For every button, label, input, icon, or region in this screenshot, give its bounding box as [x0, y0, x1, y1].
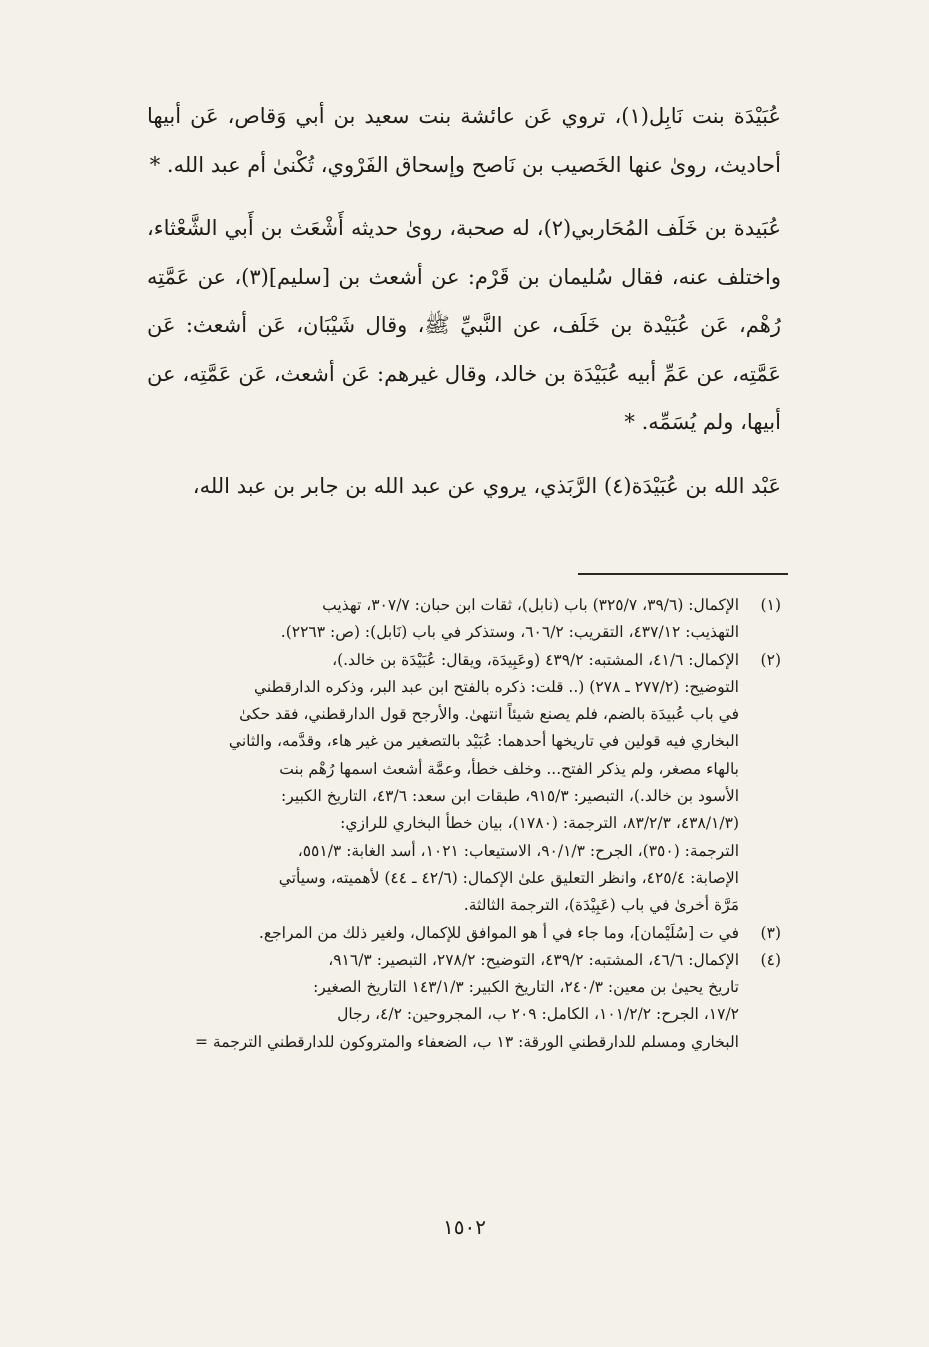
main-text [147, 92, 781, 525]
footnote-2 [91, 647, 781, 920]
footnote-text [91, 947, 739, 1056]
footnote-text [91, 592, 739, 647]
page-number: ١٥٠٢ [443, 1215, 486, 1239]
footnote-line: الترجمة: (٣٥٠)، الجرح: ٩٠/١/٣، الاستيعاب: ١٠٢١، أسد الغابة: ٥٥١/٣، [297, 841, 739, 860]
footnote-line: الإكمال: ٤١/٦، المشتبه: ٤٣٩/٢ (وعَبِيدَة، ويقال: عُبَيْدَة بن خالد.)، [332, 650, 739, 669]
footnote-line: بالهاء مصغر، ولم يذكر الفتح... وخلف خطأ، وعمَّة أشعث اسمها رُهْم بنت [279, 759, 739, 778]
footnote-divider [578, 573, 788, 575]
footnotes [91, 592, 781, 1056]
footnote-line: البخاري ومسلم للدارقطني الورقة: ١٣ ب، الضعفاء والمتروكون للدارقطني الترجمة = [195, 1032, 739, 1051]
footnote-4 [91, 947, 781, 1056]
footnote-number: (٤) [760, 950, 781, 969]
footnote-line: تاريخ يحيىٰ بن معين: ٢٤٠/٣، التاريخ الكبير: ١٤٣/١/٣ التاريخ الصغير: [313, 978, 739, 997]
entry-paragraph: عَبْد الله بن عُبَيْدَة(٤) الرَّبَذي، يروي عن عبد الله بن جابر بن عبد الله، [192, 473, 781, 498]
footnote-line: (٤٣٨/١/٣، ٨٣/٢/٣، الترجمة: (١٧٨٠)، بيان خطأ البخاري للرازي: [340, 814, 739, 833]
footnote-line: مَرَّة أخرىٰ في باب (عَبِيْدَة)، الترجمة الثالثة. [463, 896, 739, 915]
footnote-line: الإكمال: ٤٦/٦، المشتبه: ٤٣٩/٢، التوضيح: ٢٧٨/٢، التبصير: ٩١٦/٣، [328, 950, 739, 969]
footnote-number: (٢) [760, 650, 781, 669]
footnote-line: التهذيب: ٤٣٧/١٢، التقريب: ٦٠٦/٢، وستذكر في باب (نَابل): (ص: ٢٢٦٣). [280, 623, 739, 642]
footnote-line: الإكمال: (٣٩/٦، ٣٢٥/٧) باب (نابل)، ثقات ابن حبان: ٣٠٧/٧، تهذيب [322, 596, 739, 614]
entry-paragraph: عُبَيدة بن خَلَف المُحَاربي(٢)، له صحبة، روىٰ حديثه أَشْعَث بن أَبي الشَّعْثاء، واختلف عنه، فقال سُليمان بن قَرْم: عن أشعث بن [سليم](٣)، عن عَمَّتِه رُهْم، عَن عُبَيْدة بن خَلَف، عن النَّبيِّ ﷺ، وقال شَيْبَان، عَن أشعث: عَن عَمَّتِه، عن عَمِّ أبيه عُبَيْدَة بن خالد، وقال غيرهم: عَن أشعث، عَن عَمَّتِه، عن أبيها، ولم يُسَمِّه. * [147, 216, 781, 434]
footnote-line: في باب عُبيدَة بالضم، فلم يصنع شيئاً انتهىٰ. والأرجح قول الدارقطني، فقد حكىٰ [239, 705, 739, 724]
footnote-line: الأسود بن خالد.)، التبصير: ٩١٥/٣، طبقات ابن سعد: ٤٣/٦، التاريخ الكبير: [281, 787, 739, 806]
footnote-line: التوضيح: (٢٧٧/٢ ـ ٢٧٨) (.. قلت: ذكره بالفتح ابن عبد البر، وذكره الدارقطني [253, 677, 739, 696]
footnote-line: البخاري فيه قولين في تاريخها أحدهما: عُبَيْد بالتصغير من غير هاء، وقدَّمه، والثاني [228, 732, 739, 751]
footnote-3 [91, 920, 781, 947]
footnote-number: (٣) [760, 923, 781, 942]
footnote-line: الإصابة: ٤٢٥/٤، وانظر التعليق علىٰ الإكمال: (٤٢/٦ ـ ٤٤) لأهميته، وسيأتي [278, 868, 739, 887]
footnote-1 [91, 592, 781, 647]
footnote-text [91, 647, 739, 920]
entry-paragraph: عُبَيْدَة بنت نَابِل(١)، تروي عَن عائشة بنت سعيد بن أبي وَقاص، عَن أبيها أحاديث، روىٰ عنها الخَصيب بن نَاصح وإسحاق الفَرْوي، تُكْنىٰ أم عبد الله. * [147, 104, 781, 177]
footnote-number: (١) [760, 596, 781, 614]
footnote-text [91, 920, 739, 947]
footnote-line: ١٧/٢، الجرح: ١٠١/٢/٢، الكامل: ٢٠٩ ب، المجروحين: ٤/٢، رجال [337, 1005, 739, 1024]
footnote-line: في ت [سُلَيْمان]، وما جاء في أ هو الموافق للإكمال، ولغير ذلك من المراجع. [258, 923, 739, 942]
